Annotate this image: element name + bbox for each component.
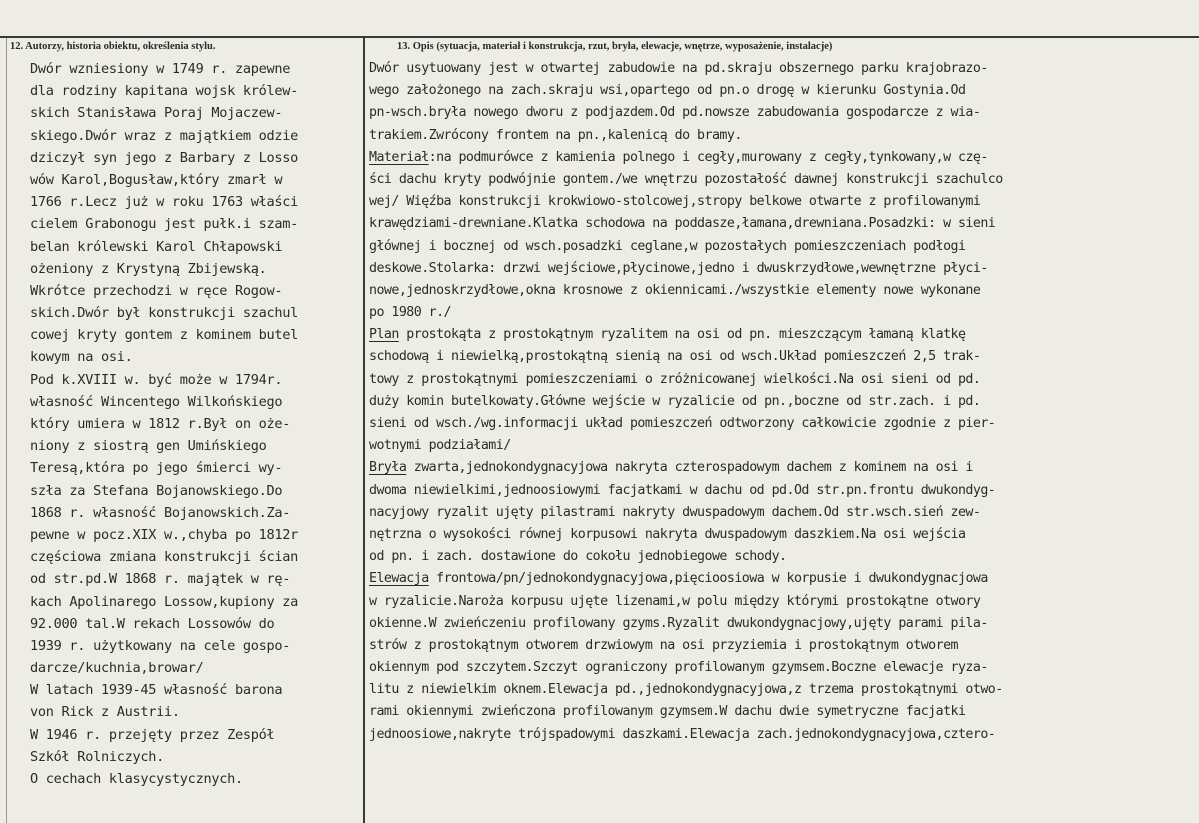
history-line: od str.pd.W 1868 r. majątek w rę- [30,571,291,588]
description-line [369,457,1197,479]
description-text: trakiem.Zwrócony frontem na pn.,kalenicą do bramy. [369,127,742,143]
description-text: wej/ Więźba konstrukcji krokwiowo-stolcowej,stropy belkowe otwarte z profilowanymi [369,194,981,210]
history-line: Szkół Rolniczych. [30,748,165,765]
description-text: pn-wsch.bryła nowego dworu z podjazdem.Od pd.nowsze zabudowania gospodarcze z wia- [369,105,981,121]
description-line [369,125,1197,147]
history-line: kach Apolinarego Lossow,kupiony za [30,593,299,610]
description-line [369,147,1197,169]
description-text: frontowa/pn/jednokondygnacyjowa,pięcioosiowa w korpusie i dwukondygnacjowa [428,571,988,587]
column-divider [363,36,365,823]
description-text: okienne.W zwieńczeniu profilowany gzyms.Ryzalit dwukondygnacjowy,ujęty parami pila- [369,615,988,631]
section-label: Plan [369,327,399,343]
description-line [369,369,1197,391]
section-label: Materiał [369,149,429,165]
history-line: O cechach klasycystycznych. [30,771,243,787]
description-line [369,213,1197,235]
description-text: strów z prostokątnym otworem drzwiowym na osi przyziemia i prostokątnym otworem [369,637,958,653]
history-line: Wkrótce przechodzi w ręce Rogow- [30,282,283,299]
history-line: niony z siostrą gen Umińskiego [30,438,267,455]
history-line: pewne w pocz.XIX w.,chyba po 1812r [30,526,299,543]
description-text: zwarta,jednokondygnacyjowa nakryta czterospadowym dachem z kominem na osi i [406,460,973,476]
description-line [369,236,1197,258]
history-line: belan królewski Karol Chłapowski [30,238,283,255]
description-text: głównej i bocznej od wsch.posadzki ceglane,w pozostałych pomieszczeniach podłogi [369,238,966,254]
description-line [369,258,1197,280]
section-13-header: 13. Opis (sytuacja, materiał i konstrukcja, rzut, bryła, elewacje, wnętrze, wyposażenie, instalacje) [397,41,833,52]
description-text: sieni od wsch./wg.informacji układ pomieszczeń odtworzony całkowicie zgodnie z pier- [369,416,996,431]
description-line [369,346,1197,368]
description-text: jednoosiowe,nakryte trójspadowymi daszkami.Elewacja zach.jednokondygnacyjowa,cztero- [369,726,996,742]
history-line: częściowa zmiana konstrukcji ścian [30,549,299,566]
history-line: cielem Grabonogu jest pułk.i szam- [30,216,299,233]
history-column [30,58,360,790]
history-line: kowym na osi. [30,349,133,366]
history-line: skich Stanisława Poraj Mojaczew- [30,105,283,122]
description-line [369,435,1197,457]
description-line [369,302,1197,324]
description-line [369,324,1197,346]
history-line: 1766 r.Lecz już w roku 1763 właści [30,194,299,211]
description-text: krawędziami-drewniane.Klatka schodowa na poddasze,łamana,drewniana.Posadzki: w sieni [369,216,996,232]
description-line [369,679,1197,701]
history-line: Teresą,która po jego śmierci wy- [30,460,283,477]
section-label: Bryła [369,460,407,476]
history-line: dziczył syn jego z Barbary z Losso [30,149,299,166]
description-line [369,80,1197,102]
description-text: litu z niewielkim oknem.Elewacja pd.,jednokondygnacyjowa,z trzema prostokątnymi otwo- [369,682,1003,698]
history-line: Dwór wzniesiony w 1749 r. zapewne [30,61,291,77]
description-text: rami okiennymi zwieńczona profilowanym gzymsem.W dachu dwie symetryczne facjatki [369,704,966,720]
description-text: okiennym pod szczytem.Szczyt ograniczony profilowanym gzymsem.Boczne elewacje ryza- [369,660,988,676]
description-line [369,568,1197,590]
description-text: towy z prostokątnymi pomieszczeniami o zróżnicowanej wielkości.Na osi sieni od pd. [369,371,981,387]
description-text: deskowe.Stolarka: drzwi wejściowe,płycinowe,jedno i dwuskrzydłowe,wewnętrzne płyci- [369,260,988,276]
header-rule [0,36,1199,38]
description-text: nowe,jednoskrzydłowe,okna krosnowe z okiennicami./wszystkie elementy nowe wykonane [369,282,981,298]
history-line: szła za Stefana Bojanowskiego.Do [30,482,283,499]
description-text: wego założonego na zach.skraju wsi,opartego od pn.o drogę w kierunku Gostynia.Od [369,83,966,99]
history-line: cowej kryty gontem z kominem butel [30,327,299,344]
description-text: schodową i niewielką,prostokątną sienią na osi od wsch.Układ pomieszczeń 2,5 trak- [369,349,981,365]
description-line [369,58,1197,80]
description-text: ści dachu kryty podwójnie gontem./we wnętrzu pozostałość dawnej konstrukcji szachulco [369,171,1003,187]
history-line: 1868 r. własność Bojanowskich.Za- [30,504,291,521]
section-label: Elewacja [369,571,429,587]
history-line: dla rodziny kapitana wojsk królew- [30,83,299,100]
description-line [369,724,1197,746]
history-line: który umiera w 1812 r.Był on oże- [30,416,291,432]
description-text: nacyjowy ryzalit ujęty pilastrami nakryty dwuspadowym dachem.Od str.wsch.sień zew- [369,504,981,520]
description-line [369,280,1197,302]
description-line [369,169,1197,191]
history-line: darcze/kuchnia,browar/ [30,660,204,677]
description-line [369,657,1197,679]
description-line [369,391,1197,413]
description-line [369,413,1197,435]
description-text: Dwór usytuowany jest w otwartej zabudowie na pd.skraju obszernego parku krajobrazo- [369,61,988,76]
description-line [369,635,1197,657]
history-line: ożeniony z Krystyną Zbijewską. [30,260,267,277]
history-line: 92.000 tal.W rekach Lossowów do [30,615,275,632]
description-column [369,58,1197,746]
description-text: prostokąta z prostokątnym ryzalitem na osi od pn. mieszczącym łamaną klatkę [398,327,966,343]
description-line [369,191,1197,213]
description-line [369,546,1197,568]
description-line [369,591,1197,613]
description-text: wotnymi podziałami/ [369,438,511,454]
history-line: W latach 1939-45 własność barona [30,682,283,699]
description-text: duży komin butelkowaty.Główne wejście w ryzalicie od pn.,boczne od str.zach. i pd. [369,393,981,409]
description-text: od pn. i zach. dostawione do cokołu jednobiegowe schody. [369,549,787,565]
history-line: wów Karol,Bogusław,który zmarł w [30,171,283,188]
description-line [369,102,1197,124]
history-line: Pod k.XVIII w. być może w 1794r. [30,371,283,388]
section-12-header: 12. Autorzy, historia obiektu, określenia stylu. [10,41,216,52]
description-text: nętrzna o wysokości równej korpusowi nakryta dwuspadowym daszkiem.Na osi wejścia [369,526,966,542]
left-margin-line [6,36,7,823]
description-text: dwoma niewielkimi,jednoosiowymi facjatkami w dachu od pd.Od str.pn.frontu dwukondyg- [369,482,996,498]
history-line: własność Wincentego Wilkońskiego [30,393,283,410]
history-line: von Rick z Austrii. [30,704,180,721]
history-line: W 1946 r. przejęty przez Zespół [30,726,275,743]
history-line: 1939 r. użytkowany na cele gospo- [30,637,291,654]
history-line: skich.Dwór był konstrukcji szachul [30,305,299,322]
history-line: skiego.Dwór wraz z majątkiem odzie [30,127,299,144]
description-text: w ryzalicie.Naroża korpusu ujęte lizenami,w polu między którymi prostokątne otwory [369,593,981,609]
description-line [369,502,1197,524]
description-line [369,524,1197,546]
description-text: :na podmurówce z kamienia polnego i cegły,murowany z cegły,tynkowany,w czę- [428,149,988,165]
description-text: po 1980 r./ [369,305,452,321]
description-line [369,613,1197,635]
description-line [369,701,1197,723]
description-line [369,480,1197,502]
